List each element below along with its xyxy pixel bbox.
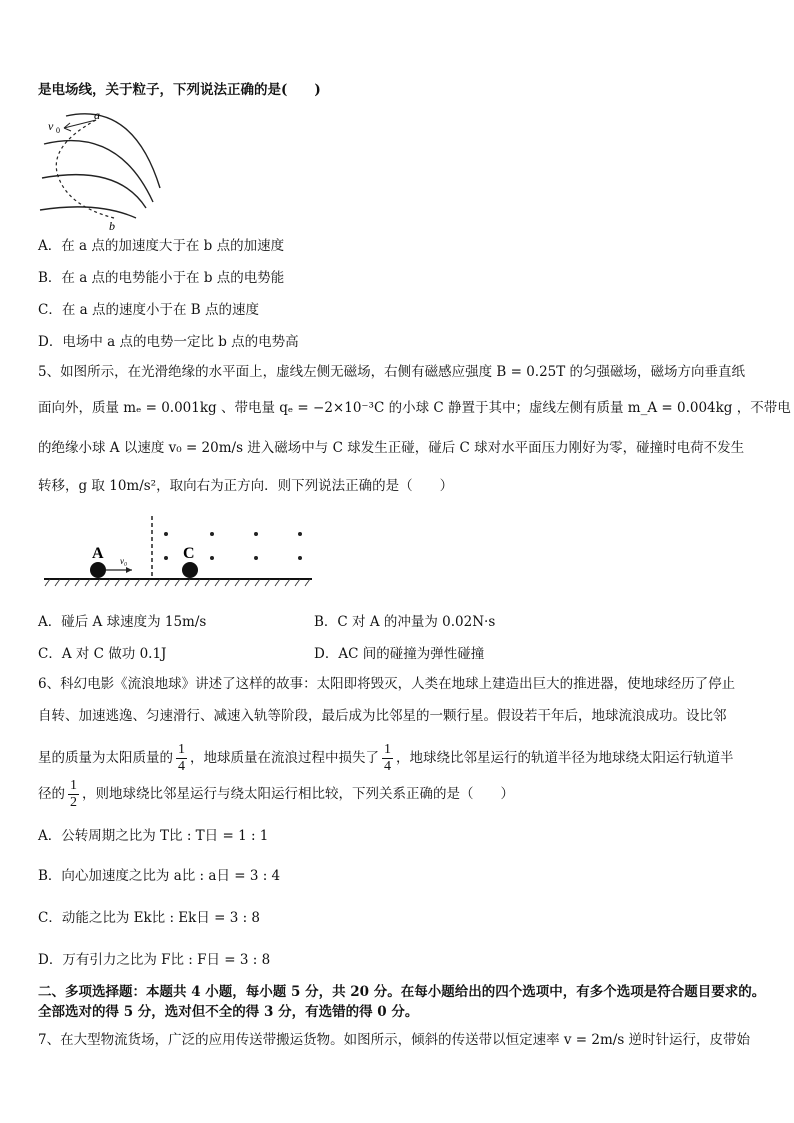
q4-fig-v0-sub: 0: [56, 126, 60, 135]
q6-frac3-den: 2: [70, 795, 77, 810]
q6-option-d: D．万有引力之比为 F比 : F日 = 3 : 8: [38, 952, 271, 968]
q4-option-c: C．在 a 点的速度小于在 B 点的速度: [38, 302, 259, 318]
q5-line-4: 转移，g 取 10m/s²，取向右为正方向．则下列说法正确的是（ ）: [38, 478, 454, 494]
q6-frac1-den: 4: [178, 759, 185, 774]
q6-line-2: 自转、加速逃逸、匀速滑行、减速入轨等阶段，最后成为比邻星的一颗行星。假设若干年后，地球流浪成功。设比邻: [38, 708, 727, 724]
q4-fig-v0: v: [48, 119, 54, 133]
section-2-heading-line-1: 二、多项选择题：本题共 4 小题，每小题 5 分，共 20 分。在每小题给出的四个选项中，有多个选项是符合题目要求的。: [38, 984, 766, 1000]
q6-line-1: 6、科幻电影《流浪地球》讲述了这样的故事：太阳即将毁灭，人类在地球上建造出巨大的推进器，使地球经历了停止: [38, 676, 736, 692]
q6-fraction-2: [382, 742, 393, 775]
q5-option-a: A．碰后 A 球速度为 15m/s: [38, 614, 207, 630]
q6-frac2-den: 4: [384, 759, 391, 774]
q6-line-4a: 径的: [38, 786, 65, 802]
q4-fig-b: b: [109, 219, 115, 233]
q5-option-d: D．AC 间的碰撞为弹性碰撞: [314, 646, 485, 662]
q5-line-2: 面向外，质量 mₑ = 0.001kg 、带电量 qₑ = −2×10⁻³C 的小球 C 静置于其中；虚线左侧有质量 m_A = 0.004kg ，不带电: [38, 400, 791, 416]
q6-line-3b: ，地球质量在流浪过程中损失了: [190, 750, 379, 766]
q5-option-c: C．A 对 C 做功 0.1J: [38, 646, 167, 662]
section-2-heading-line-2: 全部选对的得 5 分，选对但不全的得 3 分，有选错的得 0 分。: [38, 1004, 419, 1020]
q6-option-b: B．向心加速度之比为 a比 : a日 = 3 : 4: [38, 868, 281, 884]
q6-fraction-1: [176, 742, 187, 775]
q5-collision-figure: [40, 512, 320, 592]
q7-line-1: 7、在大型物流货场，广泛的应用传送带搬运货物。如图所示，倾斜的传送带以恒定速率 v = 2m/s 逆时针运行，皮带始: [38, 1032, 751, 1048]
q5-fig-label-v0: v₀: [120, 556, 128, 566]
q5-option-b: B．C 对 A 的冲量为 0.02N·s: [314, 614, 496, 630]
q6-frac3-num: 1: [70, 778, 77, 793]
q6-line-3c: ，地球绕比邻星运行的轨道半径为地球绕太阳运行轨道半: [396, 750, 734, 766]
q6-frac1-num: 1: [178, 742, 185, 757]
q6-option-a: A．公转周期之比为 T比 : T日 = 1 : 1: [38, 828, 269, 844]
q6-option-c: C．动能之比为 Ek比 : Ek日 = 3 : 8: [38, 910, 261, 926]
q4-field-figure: [38, 106, 168, 236]
q4-option-d: D．电场中 a 点的电势一定比 b 点的电势高: [38, 334, 299, 350]
q5-fig-label-c: C: [183, 545, 195, 562]
q4-option-a: A．在 a 点的加速度大于在 b 点的加速度: [38, 238, 285, 254]
q6-frac2-num: 1: [384, 742, 391, 757]
q6-line-4: [38, 772, 514, 816]
q4-option-b: B．在 a 点的电势能小于在 b 点的电势能: [38, 270, 285, 286]
q4-stem-tail: 是电场线，关于粒子，下列说法正确的是( ): [38, 82, 321, 98]
q6-line-4b: ，则地球绕比邻星运行与绕太阳运行相比较，下列关系正确的是（ ）: [82, 786, 514, 802]
q5-fig-label-a: A: [92, 545, 104, 562]
q5-line-3: 的绝缘小球 A 以速度 v₀ = 20m/s 进入磁场中与 C 球发生正碰，碰后 C 球对水平面压力刚好为零，碰撞时电荷不发生: [38, 440, 745, 456]
q5-line-1: 5、如图所示，在光滑绝缘的水平面上，虚线左侧无磁场，右侧有磁感应强度 B = 0.25T 的匀强磁场，磁场方向垂直纸: [38, 364, 746, 380]
q6-fraction-3: [68, 778, 79, 811]
q6-line-3a: 星的质量为太阳质量的: [38, 750, 173, 766]
q4-fig-a: a: [94, 108, 100, 122]
